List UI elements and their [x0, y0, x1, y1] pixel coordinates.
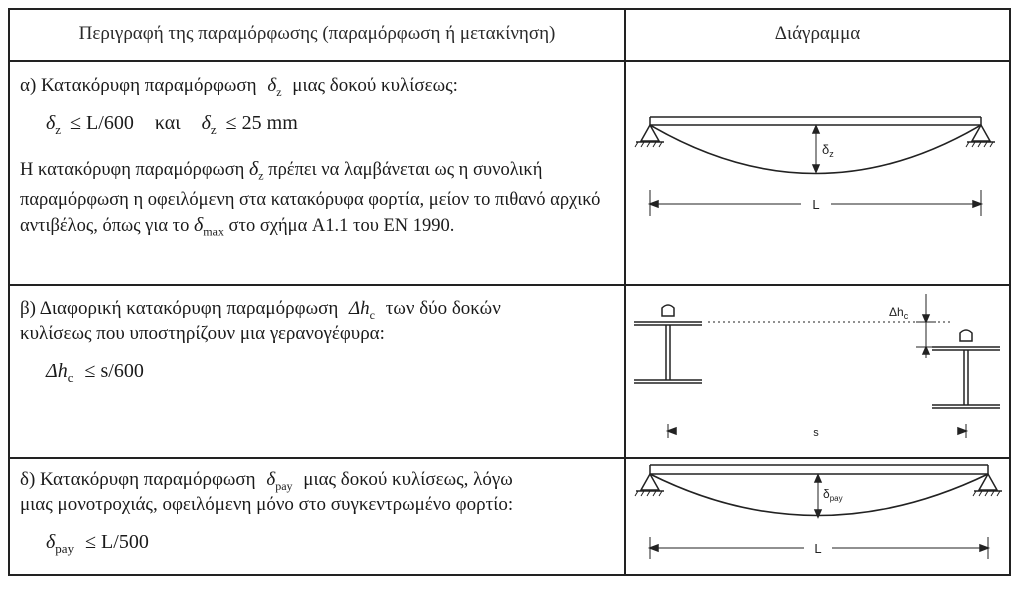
diff-arrow-top	[923, 315, 929, 322]
row-a-note: Η κατακόρυφη παραμόρφωση $\delta_z$ πρέπει να λαμβάνεται ως η συνολική παραμόρφωση η οφειλόμενη στα κατακόρυφα φορτία, μείον το πιθανό αρχικό αντιβέλος, όπως για το $\delta_{max}$ στο σχήμα A1.1 του EN 1990.	[20, 158, 601, 239]
row-a-title: α) Κατακόρυφη παραμόρφωση $\delta_z$ μιας δοκού κυλίσεως:	[20, 75, 458, 99]
row-b-formula: $\Delta h_c \le s/600$	[46, 360, 144, 385]
support-left	[641, 125, 659, 141]
diff-arrow-bottom	[923, 347, 929, 354]
span-arrow-right	[980, 545, 988, 551]
row-b-title-line2: κυλίσεως που υποστηρίζουν μια γερανογέφυρα:	[20, 323, 385, 344]
span-arrow-left	[650, 545, 658, 551]
row-b-title: β) Διαφορική κατακόρυφη παραμόρφωση $\Delta h_c$ των δύο δοκών	[20, 298, 501, 322]
span-label: L	[814, 541, 822, 556]
header-description: Περιγραφή της παραμόρφωσης (παραμόρφωση ή μετακίνηση)	[78, 23, 556, 44]
row-d-title-line2: μιας μονοτροχιάς, οφειλόμενη μόνο στο συγκεντρωμένο φορτίο:	[20, 494, 514, 515]
deflection-label: $\delta_z$	[822, 142, 834, 159]
s-label: s	[813, 427, 819, 439]
span-arrow-right	[973, 201, 981, 207]
diagram-point-load-deflection	[626, 459, 1009, 574]
diagram-differential-deflection	[626, 286, 1009, 456]
row-d-title: δ) Κατακόρυφη παραμόρφωση $\delta_{pay}$ μιας δοκού κυλίσεως, λόγω	[20, 469, 513, 493]
diff-label: $\Delta h_c$	[889, 305, 909, 321]
rail-left	[662, 305, 674, 316]
row-d-formula: $\delta_{pay} \le L/500$	[46, 531, 149, 556]
span-arrow-left	[650, 201, 658, 207]
support-right	[972, 125, 990, 141]
deflection-label: $\delta_{pay}$	[823, 487, 843, 503]
header-diagram: Διάγραμμα	[774, 23, 861, 44]
s-arrow-left	[668, 428, 676, 434]
rail-right	[960, 330, 972, 341]
span-label: L	[812, 197, 820, 212]
arrow-up	[815, 475, 821, 482]
arrow-up	[813, 126, 819, 133]
s-arrow-right	[958, 428, 966, 434]
arrow-down	[813, 165, 819, 172]
row-a-formula: $\delta_z \le L/600$ και $\delta_z \le 25$ mm	[46, 112, 298, 137]
diagram-beam-deflection	[626, 62, 1009, 282]
